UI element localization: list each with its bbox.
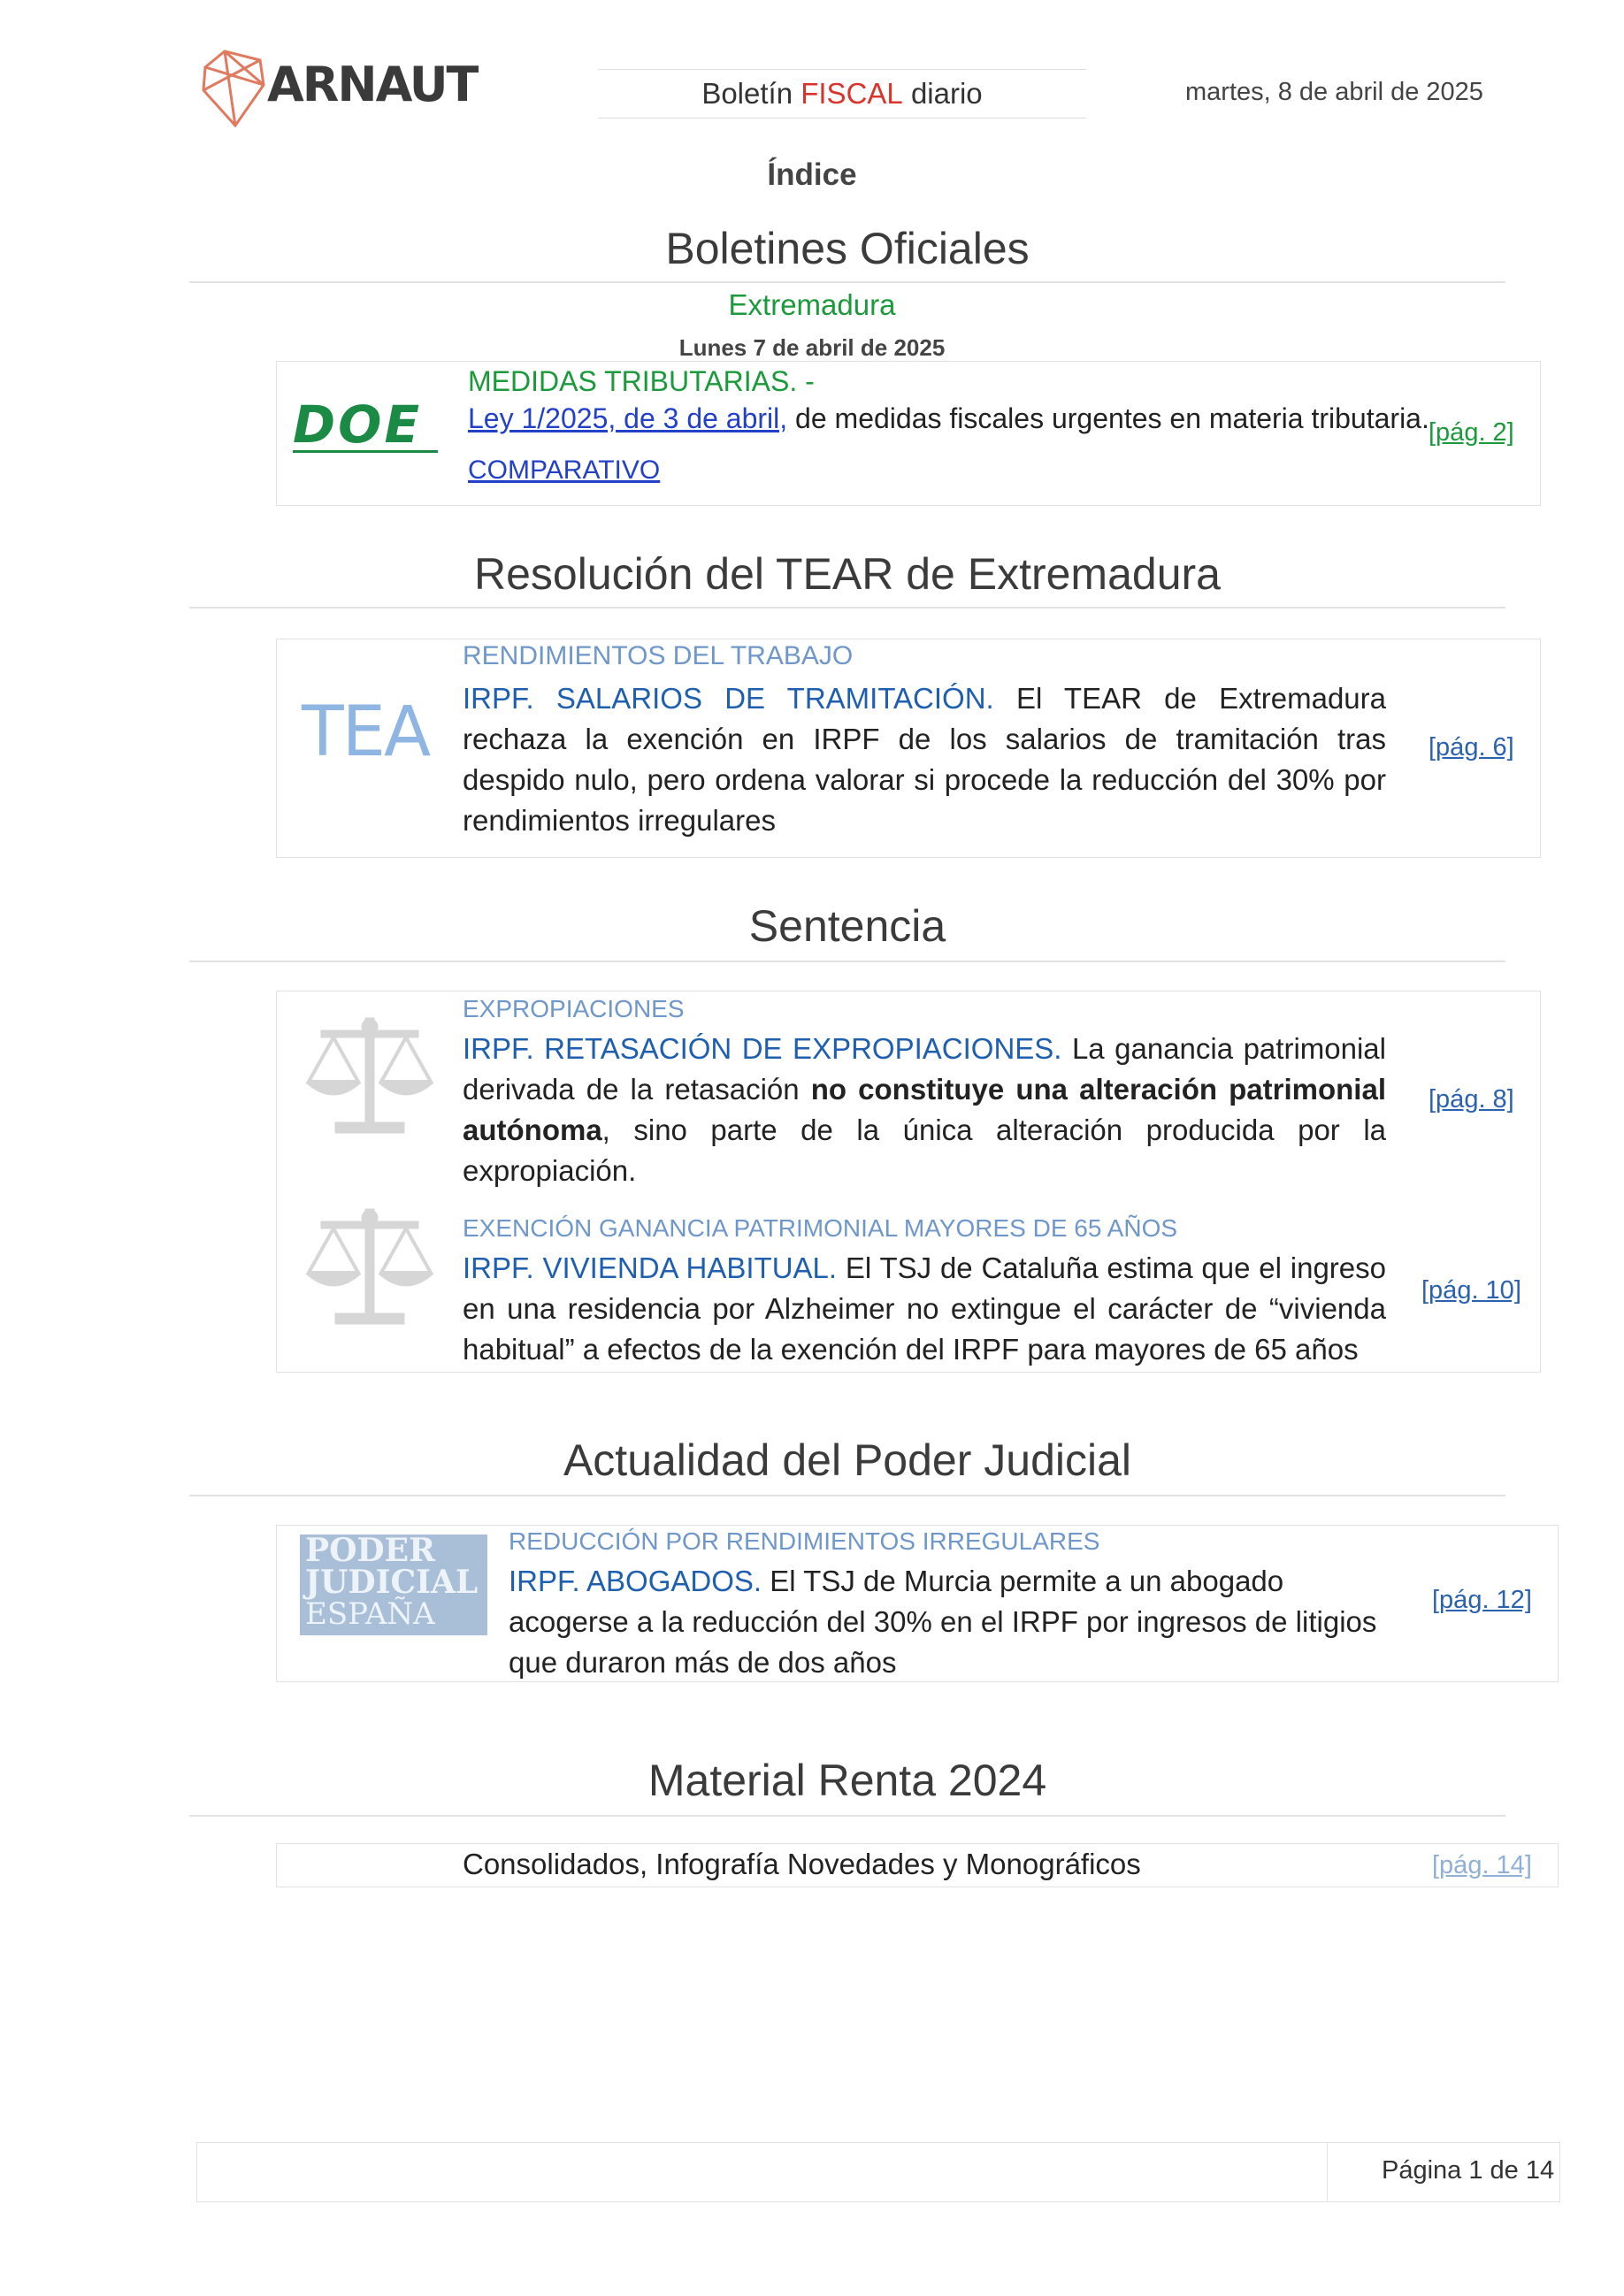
polygon-logo-icon	[198, 44, 269, 133]
bulletin-date: martes, 8 de abril de 2025	[1185, 78, 1483, 106]
entry-text-a: La ganancia patrimonial derivada de la retasación	[463, 1032, 1386, 1106]
entry-text: El TEAR de Extremadura rechaza la exención en IRPF de los salarios de tramitación tras despido nulo, pero ordena valorar si procede la reducción del 30% por rendimientos irregulares	[463, 682, 1386, 837]
section-title-renta: Material Renta 2024	[647, 1756, 1047, 1805]
entry-category: EXENCIÓN GANANCIA PATRIMONIAL MAYORES DE 65 AÑOS	[463, 1214, 1178, 1242]
entry-headline: IRPF. SALARIOS DE TRAMITACIÓN.	[463, 682, 994, 715]
page-ref-link[interactable]: [pág. 10]	[1421, 1276, 1521, 1305]
page-ref-link[interactable]: [pág. 12]	[1432, 1586, 1532, 1614]
section-title-boletines: Boletines Oficiales	[665, 224, 1030, 273]
poder-judicial-logo	[300, 1534, 487, 1635]
page-ref-link[interactable]: [pág. 6]	[1429, 733, 1514, 762]
tea-logo: TEA	[302, 693, 430, 772]
entry-headline: IRPF. VIVIENDA HABITUAL.	[463, 1251, 838, 1284]
renta-entry	[276, 1843, 1559, 1887]
entry-category: REDUCCIÓN POR RENDIMIENTOS IRREGULARES	[509, 1527, 1100, 1555]
entry-body	[463, 1248, 1386, 1370]
entry-body	[463, 1029, 1386, 1191]
index-title: Índice	[767, 157, 857, 192]
entry-text: El TSJ de Murcia permite a un abogado acogerse a la reducción del 30% en el IRPF por ingresos de litigios que duraron más de dos años	[509, 1565, 1377, 1679]
title-prefix: Boletín	[701, 77, 801, 110]
entry-text: Consolidados, Infografía Novedades y Monográficos	[463, 1848, 1141, 1880]
entry-body	[463, 678, 1386, 841]
page-ref-link[interactable]: [pág. 2]	[1429, 418, 1514, 447]
entry-category: EXPROPIACIONES	[463, 995, 685, 1022]
entry-headline: IRPF. ABOGADOS.	[509, 1565, 762, 1597]
entry-text: El TSJ de Cataluña estima que el ingreso en una residencia por Alzheimer no extingue el carácter de “vivienda habitual” a efectos de la exención del IRPF para mayores de 65 años	[463, 1251, 1386, 1366]
bulletin-title	[598, 69, 1086, 119]
title-accent: FISCAL	[801, 77, 903, 110]
section-title-tear: Resolución del TEAR de Extremadura	[474, 549, 1221, 599]
logo-text: ARNAUT	[267, 57, 478, 112]
section-title-sentencia: Sentencia	[748, 901, 946, 951]
entry-heading: MEDIDAS TRIBUTARIAS. -	[468, 365, 815, 397]
entry-text-b: , sino parte de la única alteración producida por la expropiación.	[463, 1114, 1386, 1187]
footer-divider	[1327, 2142, 1328, 2202]
logo-line-1: PODER	[305, 1532, 436, 1569]
entry-category: RENDIMIENTOS DEL TRABAJO	[463, 641, 854, 670]
section-divider	[189, 281, 1505, 283]
entry-headline: IRPF. RETASACIÓN DE EXPROPIACIONES.	[463, 1032, 1062, 1065]
doe-entry	[276, 361, 1541, 506]
footer	[196, 2142, 1560, 2202]
doe-logo	[293, 394, 443, 468]
page-number: Página 1 de 14	[1382, 2156, 1555, 2185]
day-label: Lunes 7 de abril de 2025	[678, 334, 946, 361]
comparativo-link[interactable]: COMPARATIVO	[468, 455, 661, 485]
section-divider	[189, 1495, 1505, 1496]
tear-entry	[276, 639, 1541, 858]
logo-line-2: JUDICIAL	[305, 1564, 479, 1601]
scales-icon	[303, 1009, 436, 1142]
entry-body	[509, 1561, 1393, 1683]
section-divider	[189, 960, 1505, 962]
region-label: Extremadura	[728, 288, 896, 321]
entry-text-bold: no constituye una alteración patrimonial autónoma	[463, 1073, 1386, 1146]
law-link[interactable]: Ley 1/2025, de 3 de abril,	[468, 402, 788, 434]
scales-icon	[303, 1200, 436, 1333]
law-description: de medidas fiscales urgentes en materia tributaria.	[787, 402, 1429, 434]
section-divider	[189, 607, 1505, 608]
entry-text	[468, 402, 1429, 435]
section-title-poder-judicial: Actualidad del Poder Judicial	[563, 1435, 1132, 1485]
section-divider	[189, 1815, 1505, 1817]
page-ref-link[interactable]: [pág. 8]	[1429, 1085, 1514, 1114]
sentencia-entry	[276, 991, 1541, 1373]
title-suffix: diario	[902, 77, 983, 110]
page-ref-link[interactable]: [pág. 14]	[1432, 1851, 1532, 1879]
logo-line-3: ESPAÑA	[305, 1596, 435, 1632]
arnaut-logo	[198, 44, 478, 133]
doe-logo-text: DOE	[293, 394, 423, 455]
poder-judicial-entry	[276, 1525, 1559, 1682]
